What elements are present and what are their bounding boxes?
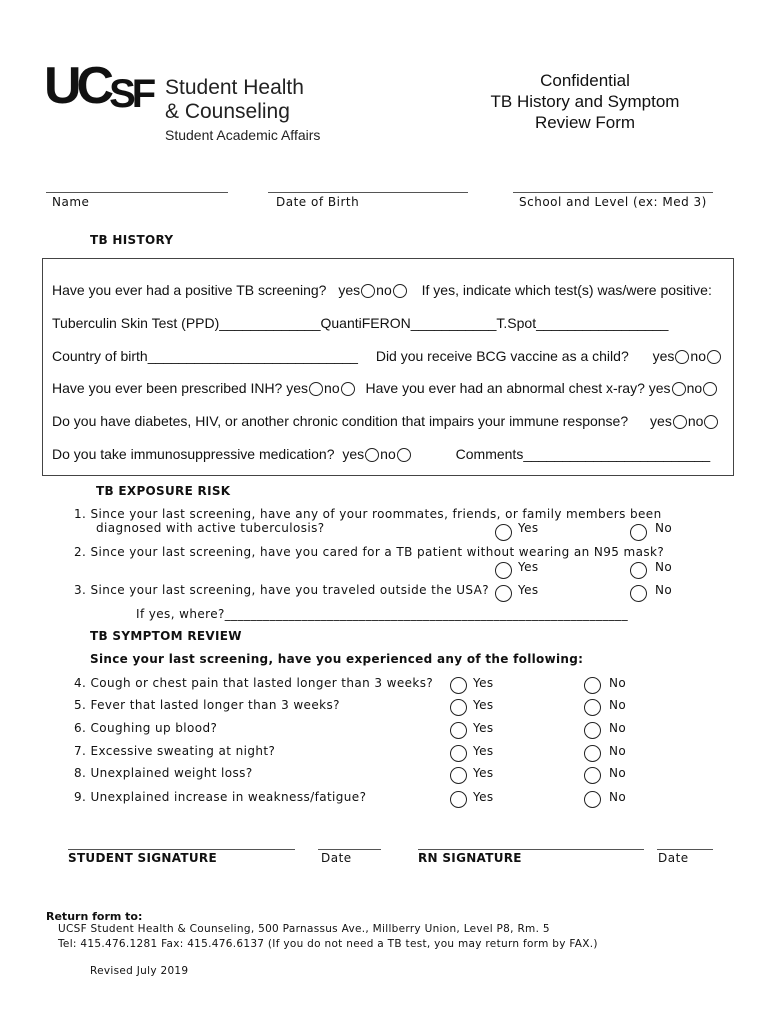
exposure-q2-yes-radio[interactable] [495,562,512,579]
student-date-label: Date [321,851,352,865]
symptom-question-9: 9. Unexplained increase in weakness/fatigue? [74,790,367,804]
bcg-no-radio[interactable] [707,350,721,364]
symptom-question-4: 4. Cough or chest pain that lasted longer than 3 weeks? [74,676,434,690]
exposure-heading: TB EXPOSURE RISK [96,484,231,498]
no-label: no [324,380,340,396]
no-label: no [376,282,392,298]
no-label: No [655,583,673,597]
symptom-8-yes-radio[interactable] [450,767,467,784]
yes-label: Yes [518,583,539,597]
yes-label: yes [652,348,675,364]
travel-where-field[interactable]: If yes, where?_______________________________________________________________ [136,607,628,621]
title-line-1: Confidential [540,71,630,90]
positive-screening-yes-radio[interactable] [361,284,375,298]
no-label: No [655,521,673,535]
tests-line[interactable]: Tuberculin Skin Test (PPD)_____________QuantiFERON___________T.Spot_________________ [52,315,669,331]
logo-uc: UC [44,57,110,115]
no-label: No [609,721,627,735]
form-title [470,70,700,133]
no-label: No [609,790,627,804]
logo-line-3: Student Academic Affairs [165,127,321,143]
positive-screening-row [52,282,712,298]
symptom-8-no-radio[interactable] [584,767,601,784]
positive-screening-question: Have you ever had a positive TB screening? [52,282,327,298]
revised-date: Revised July 2019 [90,965,189,977]
exposure-q3-yes-radio[interactable] [495,585,512,602]
title-line-2: TB History and Symptom [490,92,680,111]
school-input-line[interactable] [513,192,713,193]
immuno-yes-radio[interactable] [365,448,379,462]
student-signature-label: STUDENT SIGNATURE [68,851,217,865]
student-date-line[interactable] [318,849,381,850]
immuno-no-radio[interactable] [397,448,411,462]
yes-label: Yes [473,766,494,780]
xray-yes-radio[interactable] [672,382,686,396]
no-label: no [686,380,703,396]
return-address: UCSF Student Health & Counseling, 500 Parnassus Ave., Millberry Union, Level P8, Rm. 5 [58,923,550,935]
exposure-q1-yes-radio[interactable] [495,524,512,541]
positive-screening-no-radio[interactable] [393,284,407,298]
symptom-7-yes-radio[interactable] [450,745,467,762]
symptom-9-yes-radio[interactable] [450,791,467,808]
exposure-q1-no-radio[interactable] [630,524,647,541]
inh-xray-row [52,380,718,396]
symptom-intro: Since your last screening, have you experienced any of the following: [90,652,584,666]
xray-no-radio[interactable] [703,382,717,396]
name-input-line[interactable] [46,192,228,193]
immunosuppressive-row [52,446,710,462]
bcg-question: Did you receive BCG vaccine as a child? [375,348,629,364]
rn-signature-line[interactable] [418,849,644,850]
exposure-q1-line-2: diagnosed with active tuberculosis? [96,521,325,535]
symptom-question-5: 5. Fever that lasted longer than 3 weeks? [74,698,340,712]
chronic-condition-row [52,413,719,429]
yes-label: yes [342,446,365,462]
title-line-3: Review Form [534,113,636,132]
symptom-5-yes-radio[interactable] [450,699,467,716]
yes-label: yes [650,413,672,429]
student-signature-line[interactable] [68,849,295,850]
symptom-6-yes-radio[interactable] [450,722,467,739]
chronic-yes-radio[interactable] [673,415,687,429]
no-label: No [609,676,627,690]
ucsf-logo [44,57,153,116]
school-label: School and Level (ex: Med 3) [519,195,707,209]
symptom-question-7: 7. Excessive sweating at night? [74,744,276,758]
symptom-4-yes-radio[interactable] [450,677,467,694]
dob-input-line[interactable] [268,192,468,193]
exposure-q2: 2. Since your last screening, have you cared for a TB patient without wearing an N95 mask? [74,545,665,559]
tb-history-heading: TB HISTORY [90,233,174,247]
no-label: no [690,348,706,364]
symptom-4-no-radio[interactable] [584,677,601,694]
exposure-q3: 3. Since your last screening, have you traveled outside the USA? [74,583,490,597]
logo-sf: SF [109,72,153,116]
yes-label: Yes [473,698,494,712]
yes-label: Yes [473,790,494,804]
exposure-q3-no-radio[interactable] [630,585,647,602]
rn-date-label: Date [658,851,689,865]
symptom-9-no-radio[interactable] [584,791,601,808]
comments-field[interactable]: Comments________________________ [455,446,711,462]
contact-numbers: Tel: 415.476.1281 Fax: 415.476.6137 (If you do not need a TB test, you may return form by FAX.) [58,938,598,950]
logo-line-1: Student Health [165,76,304,99]
yes-label: yes [338,282,361,298]
xray-question: Have you ever had an abnormal chest x-ray? [365,380,645,396]
symptom-5-no-radio[interactable] [584,699,601,716]
logo-line-2: & Counseling [165,100,290,123]
symptom-question-8: 8. Unexplained weight loss? [74,766,253,780]
bcg-yes-radio[interactable] [675,350,689,364]
yes-label: Yes [518,560,539,574]
no-label: No [609,698,627,712]
exposure-q2-no-radio[interactable] [630,562,647,579]
symptom-7-no-radio[interactable] [584,745,601,762]
no-label: No [655,560,673,574]
symptom-question-6: 6. Coughing up blood? [74,721,218,735]
yes-label: Yes [473,676,494,690]
rn-signature-label: RN SIGNATURE [418,851,522,865]
country-of-birth-field[interactable]: Country of birth___________________________ [52,348,358,364]
name-label: Name [52,195,90,209]
yes-label: Yes [473,744,494,758]
immunosuppressive-question: Do you take immunosuppressive medication? [52,446,335,462]
exposure-q1-line-1: 1. Since your last screening, have any of your roommates, friends, or family members been [74,507,662,521]
chronic-condition-question: Do you have diabetes, HIV, or another chronic condition that impairs your immune response? [52,413,629,429]
no-label: no [687,413,704,429]
yes-label: yes [286,380,309,396]
symptom-6-no-radio[interactable] [584,722,601,739]
yes-label: Yes [518,521,539,535]
positive-test-instruction: If yes, indicate which test(s) was/were positive: [421,282,712,298]
chronic-no-radio[interactable] [704,415,718,429]
symptom-heading: TB SYMPTOM REVIEW [90,629,242,643]
dob-label: Date of Birth [276,195,360,209]
country-bcg-row [52,348,722,364]
return-label: Return form to: [46,910,143,923]
no-label: no [380,446,396,462]
yes-label: yes [648,380,671,396]
inh-question: Have you ever been prescribed INH? [52,380,283,396]
no-label: No [609,744,627,758]
inh-yes-radio[interactable] [309,382,323,396]
inh-no-radio[interactable] [341,382,355,396]
rn-date-line[interactable] [657,849,713,850]
no-label: No [609,766,627,780]
yes-label: Yes [473,721,494,735]
